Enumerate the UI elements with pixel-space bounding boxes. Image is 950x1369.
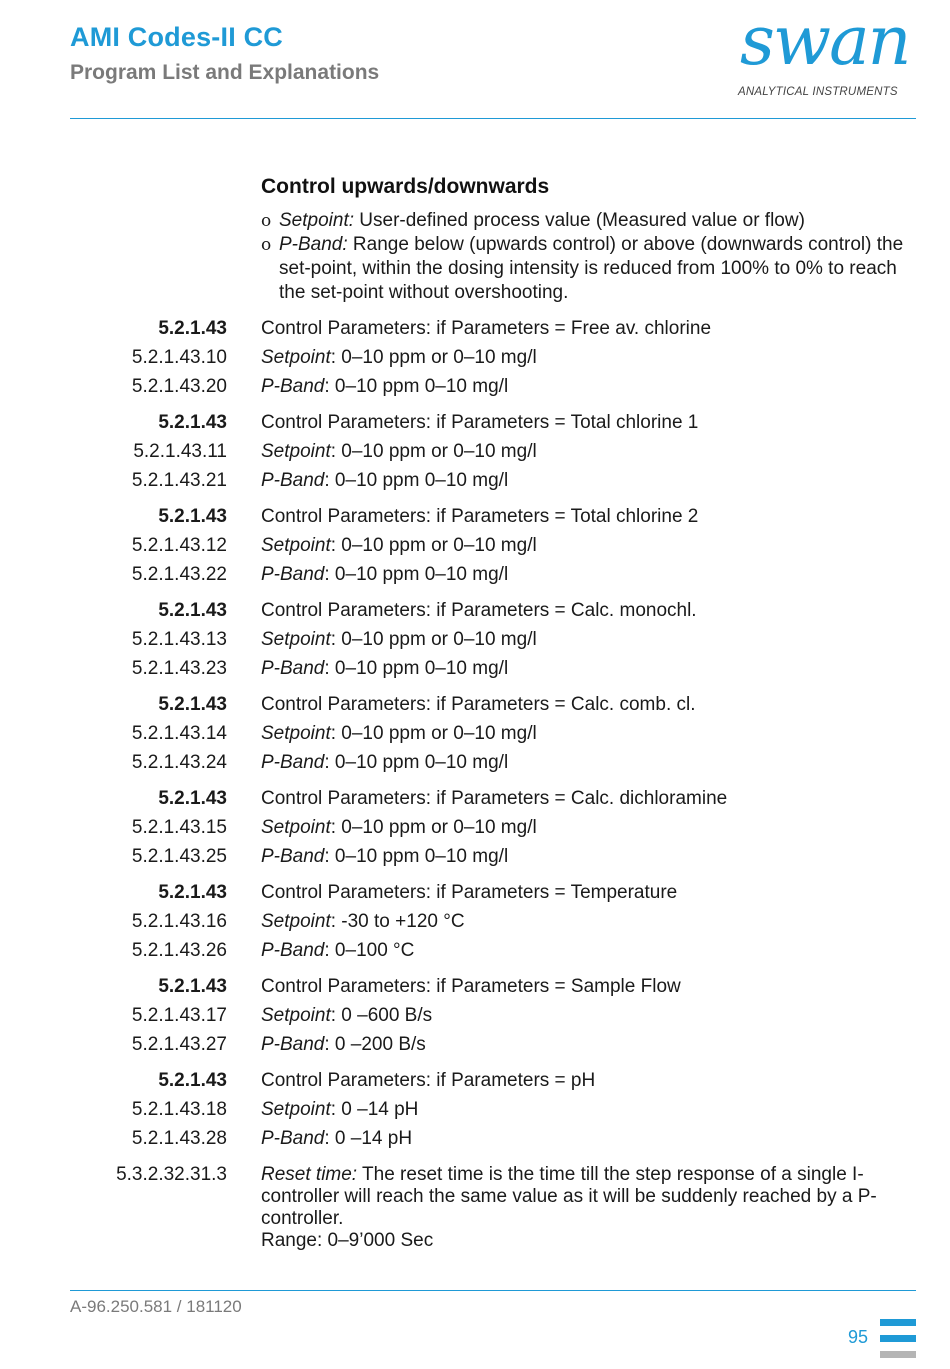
page-marker-bar (880, 1319, 916, 1326)
page-number: 95 (848, 1327, 869, 1347)
parameter-code: 5.2.1.43.24 (131, 752, 227, 773)
parameter-code: 5.2.1.43.14 (131, 723, 227, 744)
parameter-term: Setpoint (261, 1005, 331, 1026)
parameter-code: 5.2.1.43.22 (131, 564, 227, 585)
parameter-row (261, 723, 537, 745)
parameter-term: P-Band (261, 752, 325, 773)
group-title: Control Parameters: if Parameters = Total chlorine 2 (261, 506, 699, 527)
bullet-term: Setpoint: (279, 210, 354, 231)
parameter-row (261, 817, 537, 839)
parameter-row (261, 1005, 432, 1027)
parameter-code: 5.2.1.43.11 (133, 441, 227, 462)
parameter-code: 5.2.1.43.28 (131, 1128, 227, 1149)
group-code: 5.2.1.43 (158, 506, 227, 527)
parameter-value: : 0–10 ppm or 0–10 mg/l (330, 535, 537, 556)
section-heading: Control upwards/downwards (261, 175, 550, 198)
parameter-code: 5.2.1.43.21 (131, 470, 227, 491)
parameter-term: P-Band (261, 940, 325, 961)
parameter-row (261, 1099, 418, 1121)
parameter-code: 5.2.1.43.20 (131, 376, 227, 397)
parameter-term: P-Band (261, 658, 325, 679)
bullet-setpoint (261, 209, 911, 233)
parameter-code: 5.2.1.43.27 (131, 1034, 227, 1055)
group-code: 5.2.1.43 (158, 600, 227, 621)
parameter-value: : 0–10 ppm 0–10 mg/l (324, 564, 509, 585)
parameter-value: : 0–100 °C (324, 940, 415, 961)
parameter-row (261, 535, 537, 557)
group-title: Control Parameters: if Parameters = Sample Flow (261, 976, 681, 997)
reset-code: 5.3.2.32.31.3 (116, 1164, 227, 1185)
footer-divider (70, 1290, 916, 1291)
group-title: Control Parameters: if Parameters = Calc. monochl. (261, 600, 697, 621)
swan-logo: swan (740, 2, 910, 81)
reset-text: The reset time is the time till the step response of a single I-controller will reach the same value as it will be suddenly reached by a P-controller. (261, 1164, 877, 1229)
group-title: Control Parameters: if Parameters = Total chlorine 1 (261, 412, 699, 433)
parameter-term: Setpoint (261, 347, 331, 368)
page-marker-bar (880, 1351, 916, 1358)
parameter-row (261, 658, 508, 680)
group-title: Control Parameters: if Parameters = Calc. comb. cl. (261, 694, 696, 715)
document-subtitle: Program List and Explanations (70, 61, 380, 84)
parameter-term: Setpoint (261, 1099, 331, 1120)
parameter-value: : 0–10 ppm or 0–10 mg/l (330, 723, 537, 744)
parameter-term: Setpoint (261, 911, 331, 932)
parameter-term: Setpoint (261, 535, 331, 556)
group-title: Control Parameters: if Parameters = Calc. dichloramine (261, 788, 728, 809)
parameter-value: : 0–10 ppm or 0–10 mg/l (330, 629, 537, 650)
parameter-value: : 0 –14 pH (330, 1099, 419, 1120)
parameter-term: P-Band (261, 1128, 325, 1149)
parameter-code: 5.2.1.43.23 (131, 658, 227, 679)
parameter-row (261, 846, 508, 868)
logo-tagline: ANALYTICAL INSTRUMENTS (738, 86, 898, 98)
group-code: 5.2.1.43 (158, 694, 227, 715)
group-title: Control Parameters: if Parameters = Temperature (261, 882, 678, 903)
group-title: Control Parameters: if Parameters = Free av. chlorine (261, 318, 712, 339)
group-title: Control Parameters: if Parameters = pH (261, 1070, 596, 1091)
parameter-term: P-Band (261, 564, 325, 585)
bullet-marker: o (261, 211, 272, 231)
group-code: 5.2.1.43 (158, 318, 227, 339)
document-code: A-96.250.581 / 181120 (70, 1297, 242, 1316)
parameter-row (261, 629, 537, 651)
parameter-row (261, 940, 414, 962)
parameter-value: : 0–10 ppm 0–10 mg/l (324, 846, 509, 867)
parameter-term: P-Band (261, 846, 325, 867)
parameter-term: Setpoint (261, 817, 331, 838)
parameter-value: : 0–10 ppm or 0–10 mg/l (330, 441, 537, 462)
bullet-term: P-Band: (279, 234, 348, 255)
parameter-code: 5.2.1.43.15 (131, 817, 227, 838)
parameter-term: Setpoint (261, 441, 331, 462)
parameter-code: 5.2.1.43.10 (131, 347, 227, 368)
parameter-code: 5.2.1.43.16 (131, 911, 227, 932)
group-code: 5.2.1.43 (158, 1070, 227, 1091)
parameter-code: 5.2.1.43.12 (131, 535, 227, 556)
reset-range: Range: 0–9’000 Sec (261, 1230, 434, 1251)
parameter-term: Setpoint (261, 723, 331, 744)
parameter-term: P-Band (261, 470, 325, 491)
parameter-term: P-Band (261, 1034, 325, 1055)
parameter-row (261, 564, 508, 586)
parameter-value: : 0 –600 B/s (330, 1005, 433, 1026)
group-code: 5.2.1.43 (158, 412, 227, 433)
group-code: 5.2.1.43 (158, 788, 227, 809)
parameter-value: : 0 –200 B/s (324, 1034, 426, 1055)
parameter-value: : 0–10 ppm 0–10 mg/l (324, 658, 509, 679)
bullet-text: Range below (upwards control) or above (downwards control) the set-point, within the dosing intensity is reduced from 100% to 0% to reach the set-point without overshooting. (279, 234, 904, 303)
page-marker-bar (880, 1335, 916, 1342)
parameter-code: 5.2.1.43.13 (131, 629, 227, 650)
parameter-term: P-Band (261, 376, 325, 397)
parameter-row (261, 441, 537, 463)
parameter-value: : 0–10 ppm 0–10 mg/l (324, 470, 509, 491)
parameter-code: 5.2.1.43.25 (131, 846, 227, 867)
parameter-row (261, 347, 537, 369)
parameter-value: : 0–10 ppm or 0–10 mg/l (330, 347, 537, 368)
parameter-value: : 0 –14 pH (324, 1128, 413, 1149)
parameter-value: : -30 to +120 °C (330, 911, 465, 932)
bullet-text: User-defined process value (Measured value or flow) (354, 210, 805, 231)
group-code: 5.2.1.43 (158, 976, 227, 997)
parameter-row (261, 1034, 426, 1056)
reset-description (261, 1164, 911, 1252)
parameter-row (261, 752, 508, 774)
intro-bullets (261, 209, 911, 305)
parameter-value: : 0–10 ppm 0–10 mg/l (324, 376, 509, 397)
reset-term: Reset time: (261, 1164, 358, 1185)
parameter-code: 5.2.1.43.17 (131, 1005, 227, 1026)
parameter-row (261, 1128, 412, 1150)
document-title: AMI Codes-II CC (70, 22, 284, 52)
parameter-value: : 0–10 ppm 0–10 mg/l (324, 752, 509, 773)
group-code: 5.2.1.43 (158, 882, 227, 903)
parameter-row (261, 470, 508, 492)
parameter-value: : 0–10 ppm or 0–10 mg/l (330, 817, 537, 838)
header-divider (70, 118, 916, 119)
parameter-row (261, 376, 508, 398)
parameter-code: 5.2.1.43.18 (131, 1099, 227, 1120)
parameter-row (261, 911, 465, 933)
bullet-pband (261, 233, 911, 305)
bullet-marker: o (261, 235, 272, 255)
parameter-term: Setpoint (261, 629, 331, 650)
parameter-code: 5.2.1.43.26 (131, 940, 227, 961)
